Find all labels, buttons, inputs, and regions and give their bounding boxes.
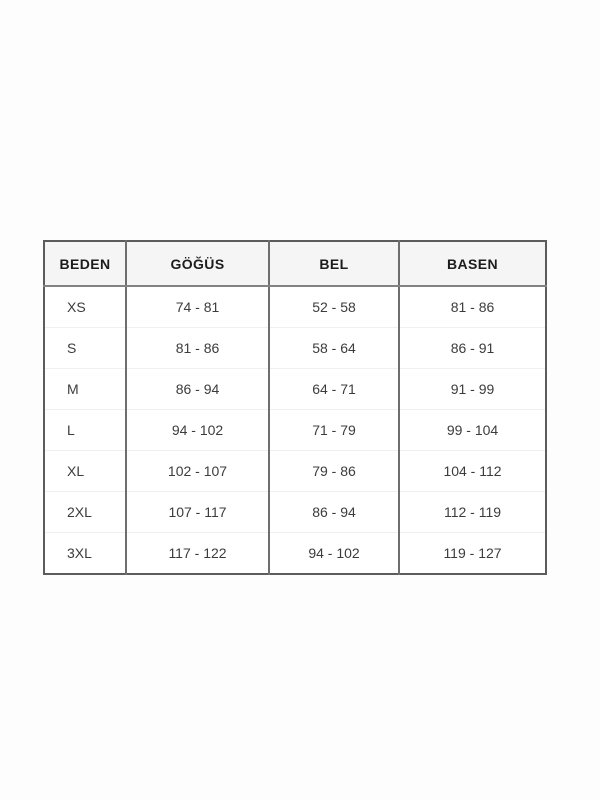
column-header-beden: BEDEN <box>44 241 126 286</box>
table-row <box>44 533 546 575</box>
cell-hip-range: 86 - 91 <box>399 328 546 369</box>
table-row <box>44 286 546 328</box>
cell-chest-range: 102 - 107 <box>126 451 269 492</box>
cell-chest-range: 74 - 81 <box>126 286 269 328</box>
cell-waist-range: 52 - 58 <box>269 286 399 328</box>
table-row <box>44 451 546 492</box>
cell-waist-range: 71 - 79 <box>269 410 399 451</box>
cell-waist-range: 94 - 102 <box>269 533 399 575</box>
cell-size: S <box>44 328 126 369</box>
cell-waist-range: 64 - 71 <box>269 369 399 410</box>
table-row <box>44 410 546 451</box>
table-row <box>44 328 546 369</box>
size-chart-header <box>44 241 546 286</box>
cell-size: 3XL <box>44 533 126 575</box>
cell-chest-range: 86 - 94 <box>126 369 269 410</box>
cell-size: XL <box>44 451 126 492</box>
cell-chest-range: 94 - 102 <box>126 410 269 451</box>
cell-chest-range: 107 - 117 <box>126 492 269 533</box>
size-chart-table <box>43 240 547 575</box>
cell-hip-range: 119 - 127 <box>399 533 546 575</box>
cell-hip-range: 91 - 99 <box>399 369 546 410</box>
table-row <box>44 492 546 533</box>
cell-size: M <box>44 369 126 410</box>
header-row <box>44 241 546 286</box>
cell-chest-range: 81 - 86 <box>126 328 269 369</box>
cell-size: 2XL <box>44 492 126 533</box>
cell-waist-range: 58 - 64 <box>269 328 399 369</box>
size-chart-body <box>44 286 546 574</box>
cell-waist-range: 79 - 86 <box>269 451 399 492</box>
column-header-basen: BASEN <box>399 241 546 286</box>
column-header-gogus: GÖĞÜS <box>126 241 269 286</box>
cell-waist-range: 86 - 94 <box>269 492 399 533</box>
cell-hip-range: 104 - 112 <box>399 451 546 492</box>
column-header-bel: BEL <box>269 241 399 286</box>
table-row <box>44 369 546 410</box>
cell-hip-range: 81 - 86 <box>399 286 546 328</box>
cell-size: XS <box>44 286 126 328</box>
cell-hip-range: 112 - 119 <box>399 492 546 533</box>
cell-size: L <box>44 410 126 451</box>
cell-chest-range: 117 - 122 <box>126 533 269 575</box>
cell-hip-range: 99 - 104 <box>399 410 546 451</box>
